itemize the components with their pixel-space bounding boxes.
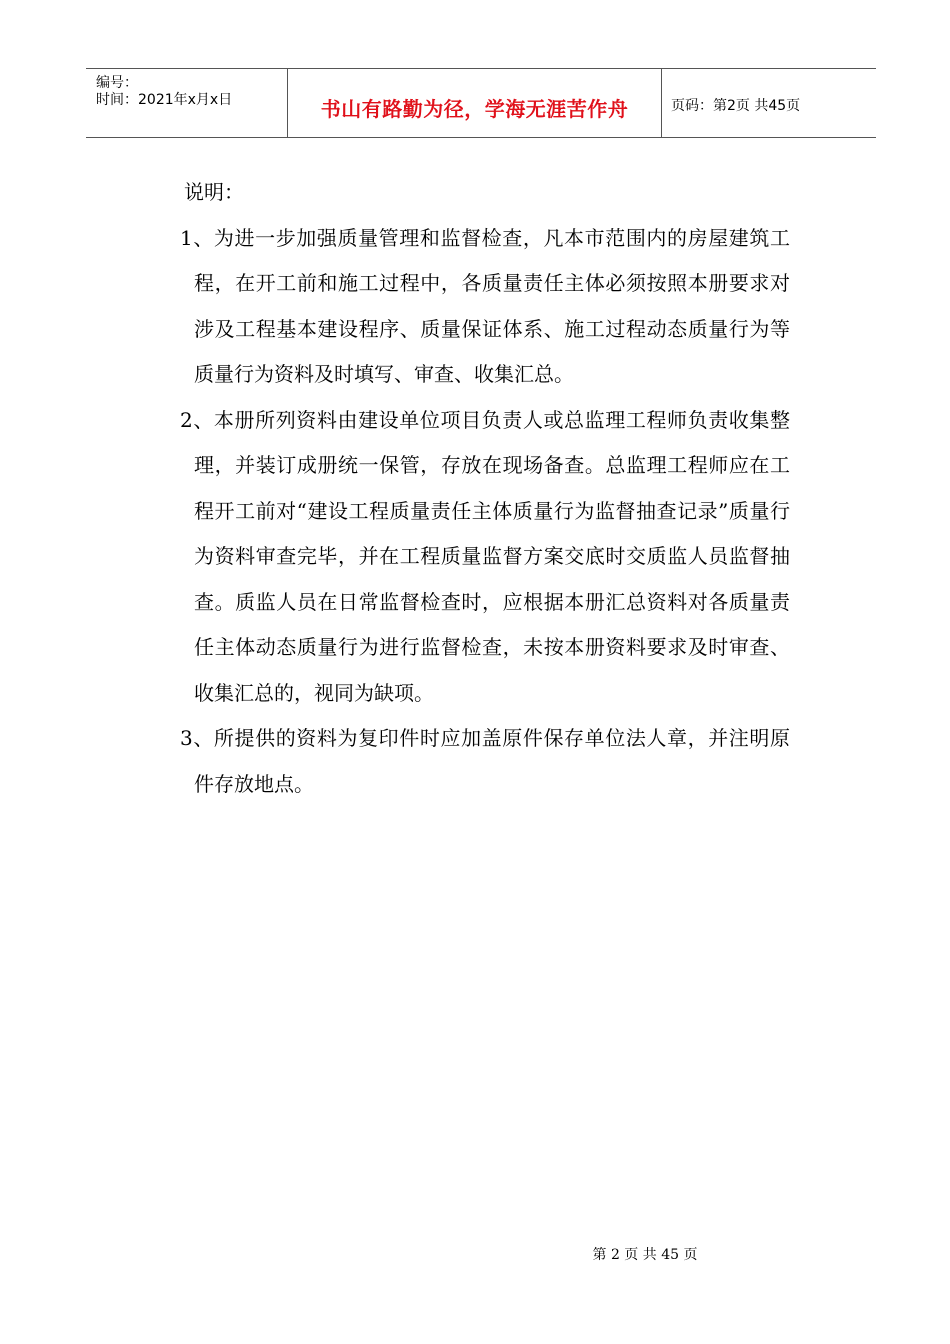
list-item-number: 2、 xyxy=(180,407,214,432)
list-item-text: 所提供的资料为复印件时应加盖原件保存单位法人章，并注明原件存放地点。 xyxy=(194,726,790,796)
list-item-number: 3、 xyxy=(180,726,214,750)
header-meta xyxy=(86,69,286,137)
page-header xyxy=(86,68,876,138)
list-item xyxy=(180,716,790,807)
intro-heading: 说明： xyxy=(184,180,244,204)
document-date: 时间：2021年x月x日 xyxy=(96,92,233,108)
list-item-number: 1、 xyxy=(180,225,214,250)
list-item-text: 为进一步加强质量管理和监督检查，凡本市范围内的房屋建筑工程，在开工前和施工过程中，各质量责任主体必须按照本册要求对涉及工程基本建设程序、质量保证体系、施工过程动态质量行为等质量行为资料及时填写、审查、收集汇总。 xyxy=(194,225,790,386)
document-number-label: 编号： xyxy=(96,75,138,91)
list-item xyxy=(180,216,790,398)
list-item xyxy=(180,398,790,717)
footer-page-number: 第 2 页 共 45 页 xyxy=(592,1247,698,1263)
header-page-info: 页码：第2页 共45页 xyxy=(671,98,801,114)
header-motto-cell xyxy=(287,69,662,137)
list-item-text: 本册所列资料由建设单位项目负责人或总监理工程师负责收集整理，并装订成册统一保管，存放在现场备查。总监理工程师应在工程开工前对“建设工程质量责任主体质量行为监督抽查记录”质量行为资料审查完毕，并在工程质量监督方案交底时交质监人员监督抽查。质监人员在日常监督检查时，应根据本册汇总资料对各质量责任主体动态质量行为进行监督检查，未按本册资料要求及时审查、收集汇总的，视同为缺项。 xyxy=(194,407,790,705)
header-page-info-cell xyxy=(661,69,876,137)
header-motto: 书山有路勤为径，学海无涯苦作舟 xyxy=(320,97,629,121)
page-footer xyxy=(0,1244,950,1264)
document-body xyxy=(180,170,790,807)
